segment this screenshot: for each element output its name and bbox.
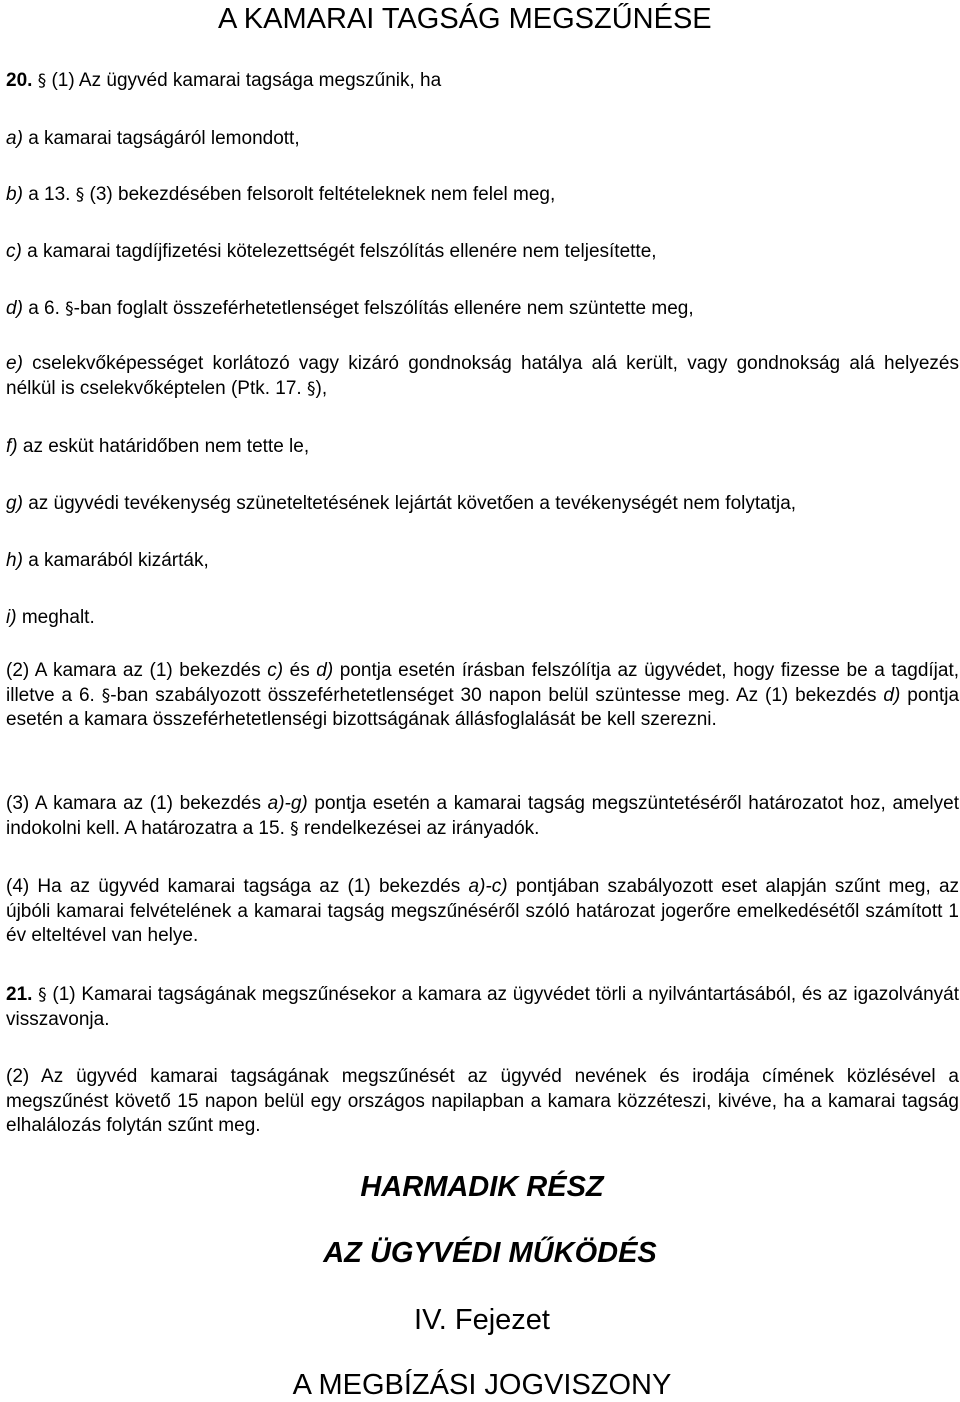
point-c: c) a kamarai tagdíjfizetési kötelezettségét felszólítás ellenére nem teljesítette, bbox=[6, 241, 657, 262]
point-h: h) a kamarából kizárták, bbox=[6, 550, 209, 571]
point-e: e) cselekvőképességet korlátozó vagy kizáró gondnokság hatálya alá került, vagy gondnokság alá helyezés nélkül is cselekvőképtelen (Ptk. 17. §), bbox=[6, 353, 959, 399]
point-f: f) az esküt határidőben nem tette le, bbox=[6, 436, 310, 457]
part-title: HARMADIK RÉSZ bbox=[360, 1171, 604, 1203]
section-sign: § bbox=[101, 685, 111, 706]
section-sign: § bbox=[65, 299, 74, 319]
point-b: b) a 13. § (3) bekezdésében felsorolt feltételeknek nem felel meg, bbox=[6, 184, 556, 205]
point-d: d) a 6. §-ban foglalt összeférhetetlenséget felszólítás ellenére nem szüntette meg, bbox=[6, 298, 694, 319]
section-sign: § bbox=[38, 985, 47, 1005]
section-number-20: 20. bbox=[6, 70, 33, 91]
paragraph-21-2: (2) Az ügyvéd kamarai tagságának megszűnését az ügyvéd nevének és irodája címének közlésével a megszűnést követő 15 napon belül egy országos napilapban a kamara közzéteszi, kivéve, ha a kamarai tagság elhalálozás folytán szűnt meg. bbox=[6, 1066, 959, 1136]
section-sign: § bbox=[75, 185, 85, 205]
paragraph-21-1: 21. § (1) Kamarai tagságának megszűnésekor a kamara az ügyvédet törli a nyilvántartásából, és az igazolványát visszavonja. bbox=[6, 984, 960, 1030]
paragraph-20-4: (4) Ha az ügyvéd kamarai tagsága az (1) bekezdés a)-c) pontjában szabályozott eset alapján szűnt meg, az újbóli kamarai felvételének a kamarai tagság megszűnéséről szóló határozat jogerőre emelkedésétől számított 1 év elteltével van helye. bbox=[6, 876, 960, 946]
part-subtitle: AZ ÜGYVÉDI MŰKÖDÉS bbox=[323, 1237, 657, 1269]
chapter-title: A MEGBÍZÁSI JOGVISZONY bbox=[292, 1369, 672, 1401]
point-g: g) az ügyvédi tevékenység szüneteltetésének lejártát követően a tevékenységét nem folytatja, bbox=[6, 493, 797, 514]
paragraph-20-1: 20. § (1) Az ügyvéd kamarai tagsága megszűnik, ha bbox=[6, 70, 442, 91]
section-sign: § bbox=[307, 378, 316, 399]
paragraph-20-2: (2) A kamara az (1) bekezdés c) és d) pontja esetén írásban felszólítja az ügyvédet, hogy fizesse be a tagdíjat, illetve a 6. §-ban szabályozott összeférhetetlenséget 30 napon belül szüntesse meg. Az (1) bekezdés d) pontja esetén a kamara összeférhetetlenségi bizottságának állásfoglalását be kell szerezni. bbox=[6, 660, 960, 730]
section-sign: § bbox=[37, 71, 47, 91]
chapter-number: IV. Fejezet bbox=[414, 1304, 550, 1336]
section-number-21: 21. bbox=[6, 984, 33, 1005]
section-sign: § bbox=[290, 818, 299, 839]
point-a: a) a kamarai tagságáról lemondott, bbox=[6, 128, 300, 149]
point-i: i) meghalt. bbox=[6, 607, 95, 628]
paragraph-20-3: (3) A kamara az (1) bekezdés a)-g) pontja esetén a kamarai tagság megszüntetéséről határozatot hoz, amelyet indokolni kell. A határozatra a 15. § rendelkezései az irányadók. bbox=[6, 793, 959, 839]
section-title: A KAMARAI TAGSÁG MEGSZŰNÉSE bbox=[218, 3, 712, 35]
